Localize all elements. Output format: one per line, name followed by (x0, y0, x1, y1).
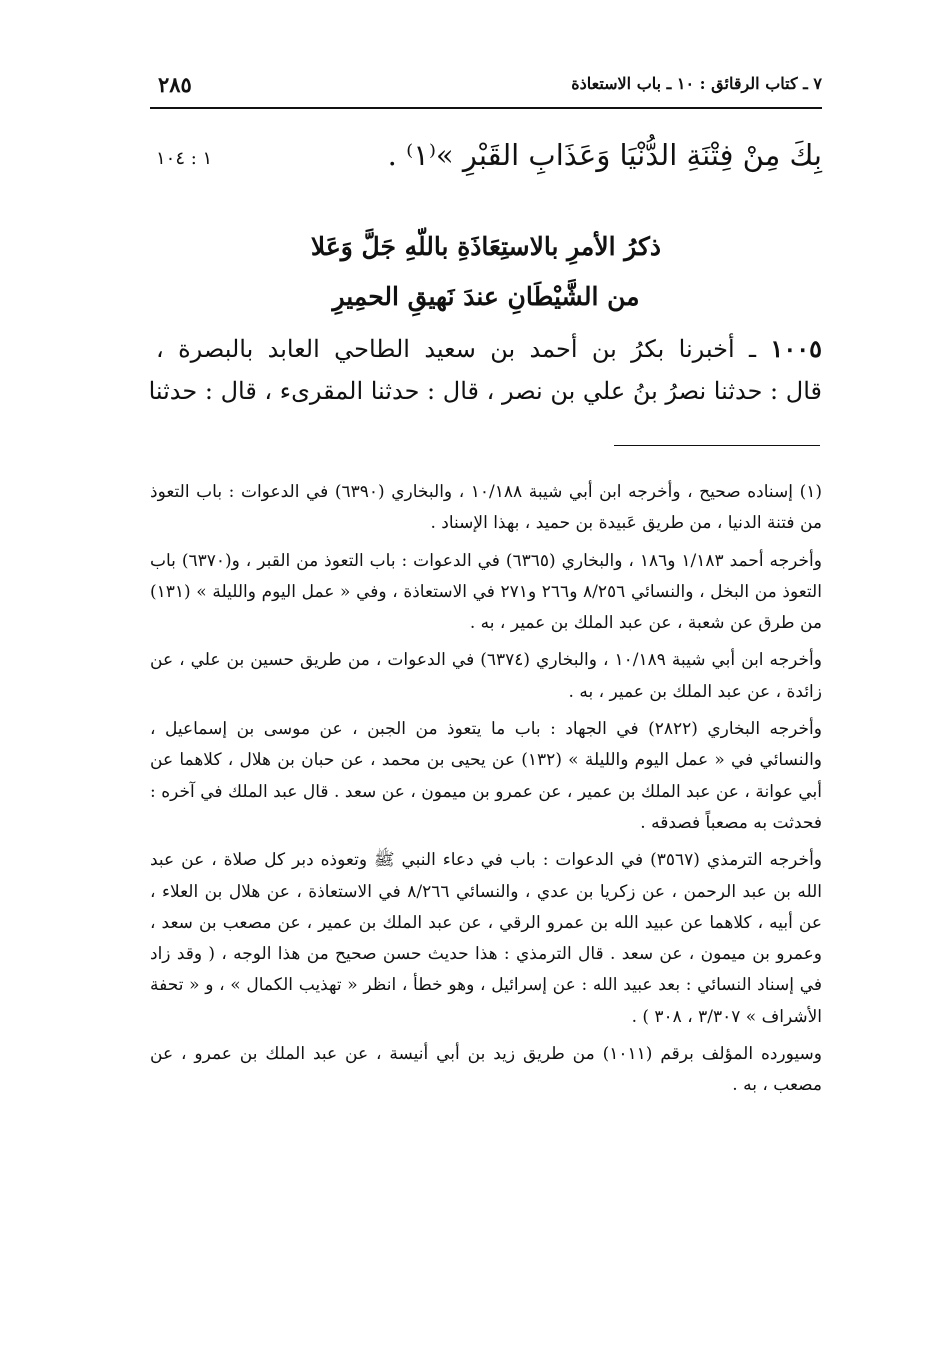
footnote-paragraph: وسيورده المؤلف برقم (١٠١١) من طريق زيد بن أبي أنيسة ، عن عبد الملك بن عمرو ، عن مصعب ، به . (150, 1044, 822, 1096)
chapter-title (150, 222, 822, 322)
hadith-body (148, 328, 822, 412)
page-number: ٢٨٥ (158, 72, 192, 97)
running-head: ٧ ـ كتاب الرقائق : ١٠ ـ باب الاستعاذة (571, 74, 822, 93)
footnote-paragraph: وأخرجه الترمذي (٣٥٦٧) في الدعوات : باب في دعاء النبي ﷺ وتعوذه دبر كل صلاة ، عن عبد الله بن عبد الرحمن ، عن زكريا بن عدي ، والنسائي ٨/٢٦٦ في الاستعاذة ، عن هلال بن العلاء ، عن أبيه ، كلاهما عن عبيد الله بن عمرو الرقي ، عن عبد الملك بن عمير ، عن مصعب بن سعد ، وعمرو بن ميمون ، عن سعد . قال الترمذي : هذا حديث حسن صحيح من هذا الوجه ، ( وقد زاد في إسناد النسائي : بعد عبيد الله : عن إسرائيل ، وهو خطأ ، انظر « تهذيب الكمال » ، و « تحفة الأشراف » ٣/٣٠٧ ، ٣٠٨ ) . (150, 850, 823, 1027)
chapter-title-line-2: من الشَّيْطَانِ عندَ نَهيقِ الحمِيرِ (332, 282, 640, 311)
hadith-line-1-text: ـ أخبرنا بكرُ بن أحمد بن سعيد الطاحي العابد بالبصرة ، (156, 335, 757, 363)
header-divider (150, 107, 822, 109)
footnote-divider (614, 445, 820, 446)
footnotes (150, 477, 822, 1108)
hadith-reference-number: ١ : ١٠٤ (156, 148, 213, 169)
footnote-paragraph: وأخرجه أحمد ١/١٨٣ و١٨٦ ، والبخاري (٦٣٦٥) في الدعوات : باب التعوذ من القبر ، و(٦٣٧٠) باب التعوذ من البخل ، والنسائي ٨/٢٥٦ و٢٦٦ و٢٧١ في الاستعاذة ، وفي « عمل اليوم والليلة » (١٣١) من طرق عن شعبة ، عن عبد الملك بن عمير ، به . (150, 550, 822, 634)
footnote-paragraph: وأخرجه ابن أبي شيبة ١٠/١٨٩ ، والبخاري (٦٣٧٤) في الدعوات ، من طريق حسين بن علي ، عن زائدة ، عن عبد الملك بن عمير ، به . (150, 650, 822, 702)
footnote-paragraph: وأخرجه البخاري (٢٨٢٢) في الجهاد : باب ما يتعوذ من الجبن ، عن موسى بن إسماعيل ، والنسائي في « عمل اليوم والليلة » (١٣٢) عن يحيى بن محمد ، عن حبان بن هلال ، كلاهما عن أبي عوانة ، عن عبد الملك بن عمير ، عن عمرو بن ميمون ، عن سعد . قال عبد الملك في آخره : فحدثت به مصعباً فصدقه . (150, 719, 823, 833)
hadith-number: ١٠٠٥ (770, 334, 822, 363)
page-header (150, 70, 822, 106)
hadith-line-1 (156, 328, 822, 370)
hadith-text-continuation: بِكَ مِنْ فِتْنَةِ الدُّنْيَا وَعَذَابِ القَبْرِ »⁽١⁾ . (387, 138, 822, 172)
hadith-line-2: قال : حدثنا نصرُ بنُ علي بن نصر ، قال : حدثنا المقرىء ، قال : حدثنا (148, 377, 822, 405)
footnote-paragraph: (١) إسناده صحيح ، وأخرجه ابن أبي شيبة ١٠/١٨٨ ، والبخاري (٦٣٩٠) في الدعوات : باب التعوذ من فتنة الدنيا ، من طريق عَبيدة بن حميد ، بهذا الإسناد . (150, 482, 822, 534)
chapter-title-line-1: ذكرُ الأمرِ بالاستِعَاذَةِ باللّهِ جَلَّ وَعَلا (310, 232, 662, 261)
